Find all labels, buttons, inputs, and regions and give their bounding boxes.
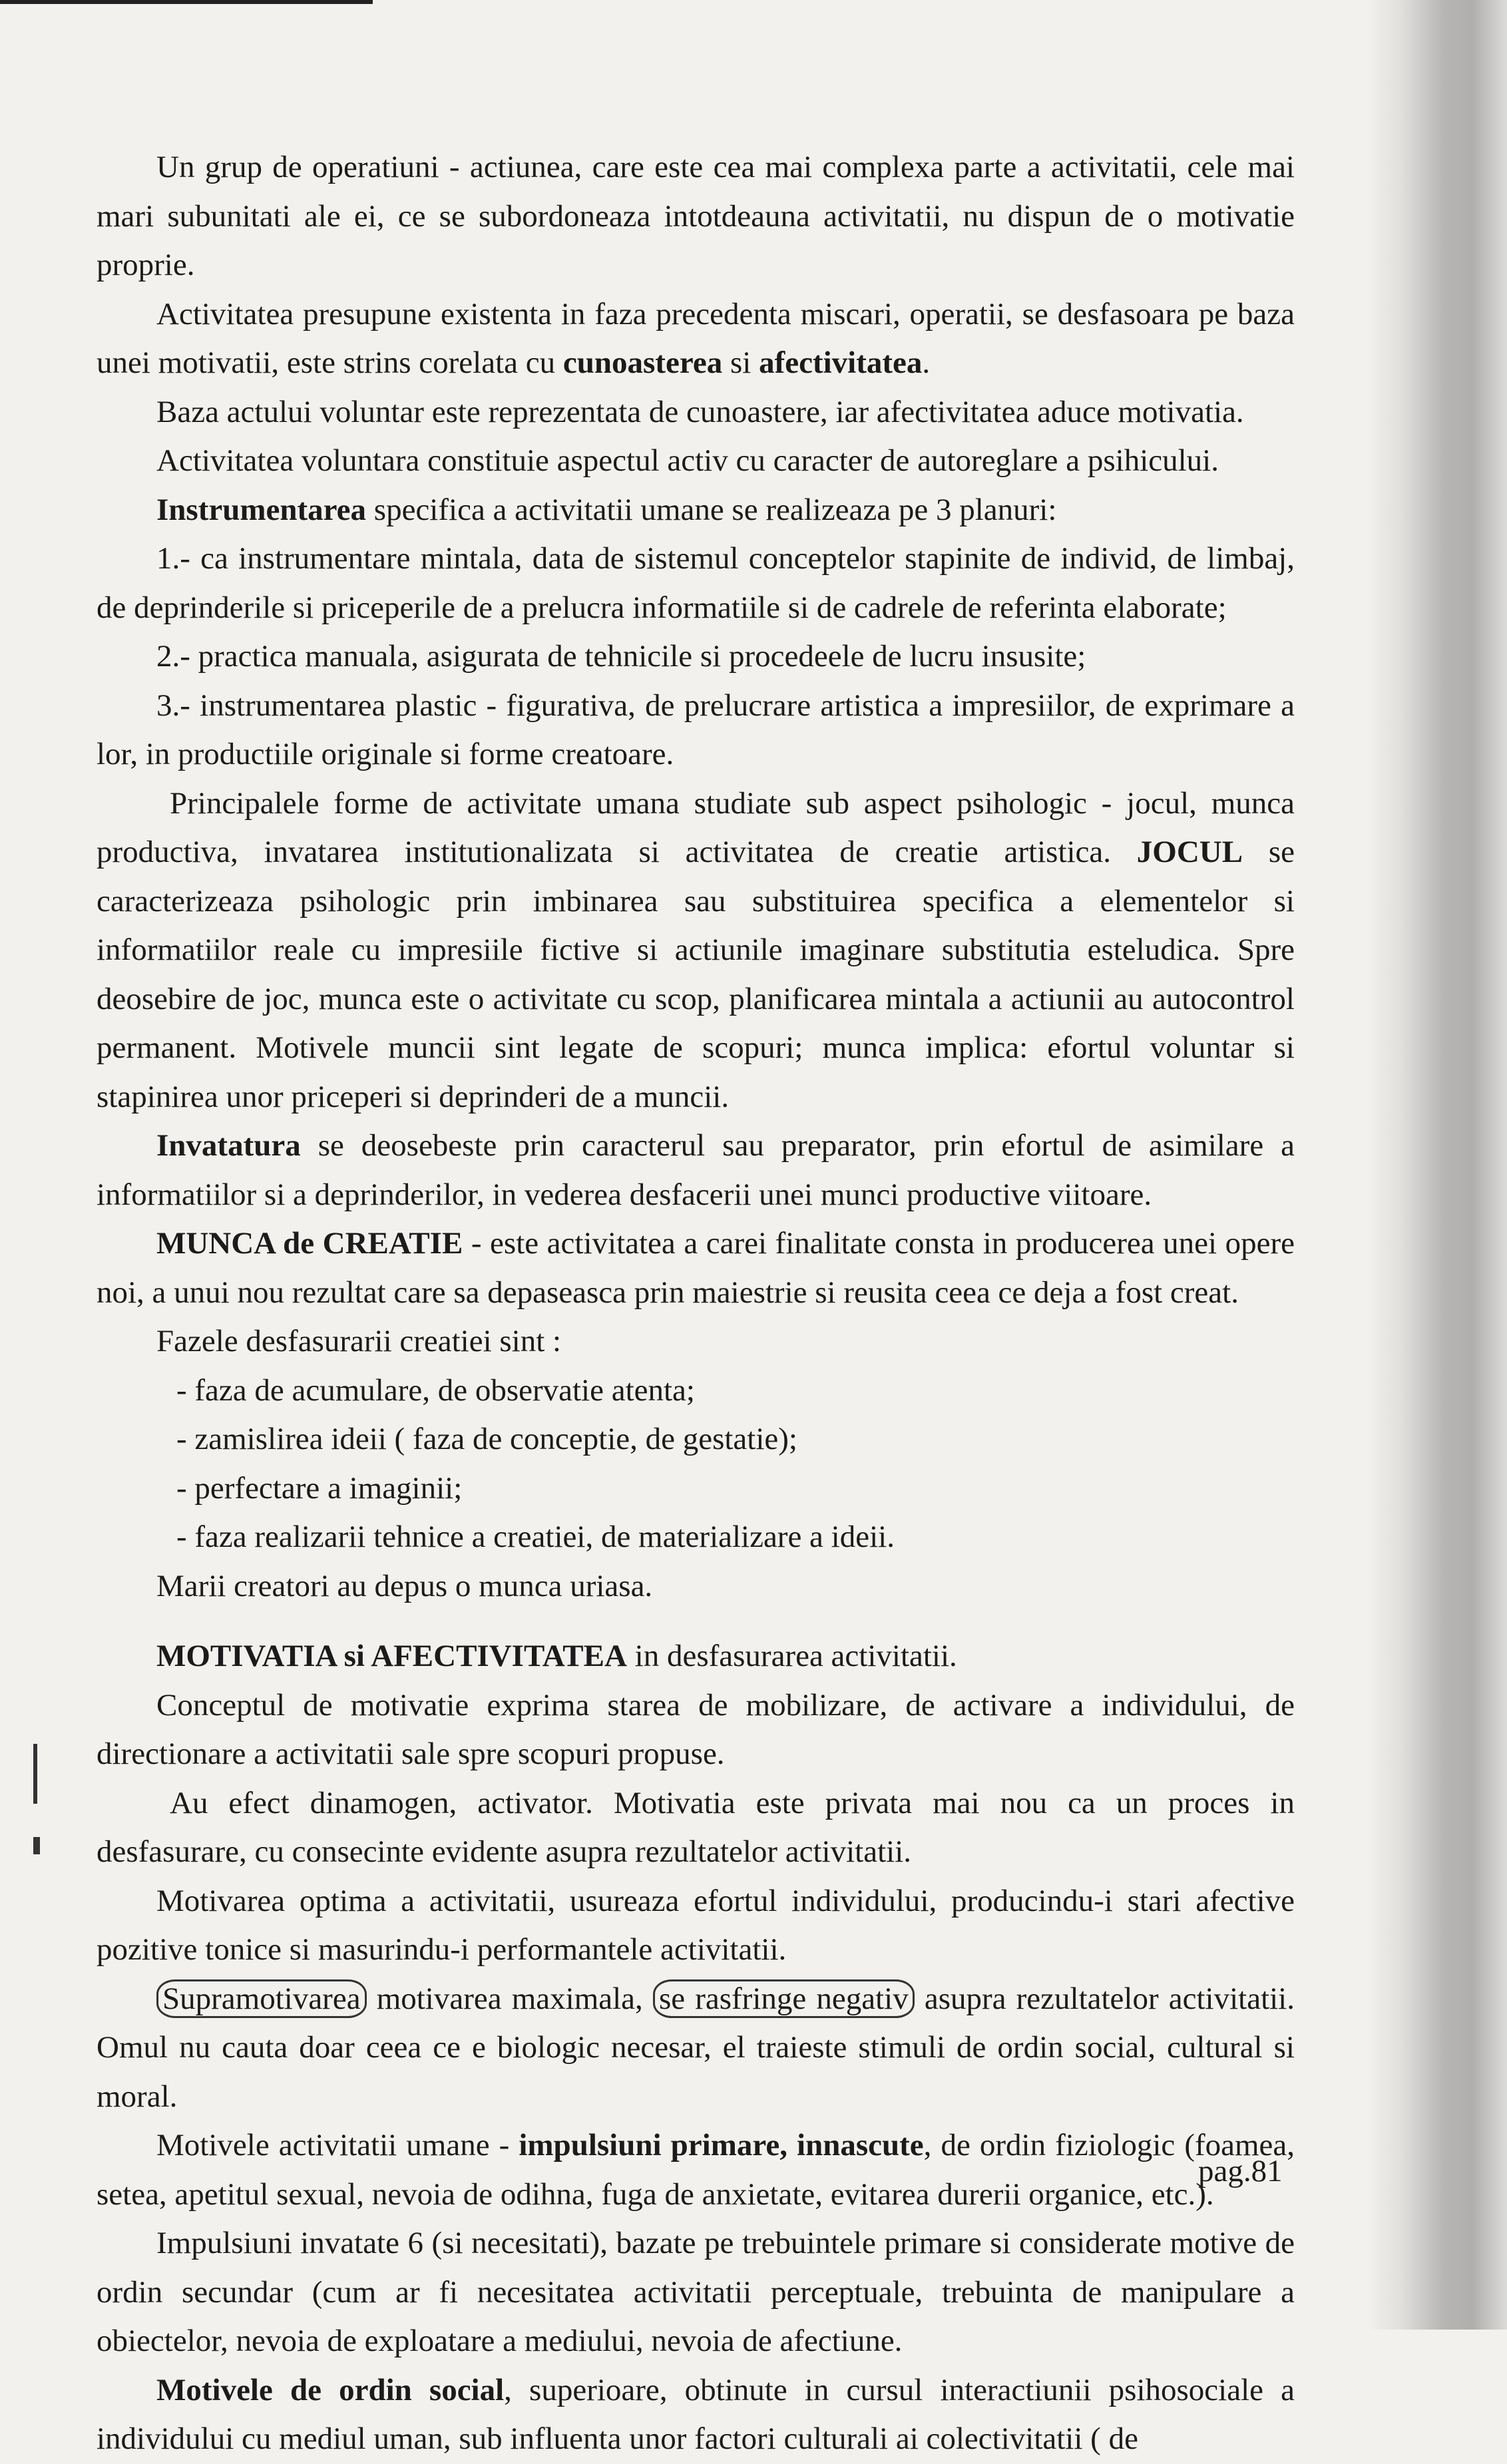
paragraph: [97, 2121, 1295, 2219]
text-run: - perfectare a imaginii;: [176, 1470, 463, 1506]
text-run: - faza realizarii tehnice a creatiei, de materializare a ideii.: [176, 1520, 895, 1554]
circled-annotation: se rasfringe negativ: [653, 1979, 915, 2018]
paragraph: [97, 1513, 1295, 1562]
paragraph: [97, 779, 1295, 1122]
text-run: se caracterizeaza psihologic prin imbinarea sau substituirea specifica a elementelor si informatiilor reale cu impresiile fictive si actiunile imaginare substitutia esteludica. Spre deosebire de joc, munca este o activitate cu scop, planificarea mintala a actiunii au autocontrol permanent. Motivele muncii sint legate de scopuri; munca implica: efortul voluntar si stapinirea unor priceperi si deprinderi de a muncii.: [97, 835, 1295, 1114]
top-rule: [0, 0, 373, 4]
page-body-text: [97, 143, 1295, 2464]
paragraph: [97, 1975, 1295, 2122]
text-run: Marii creatori au depus o munca uriasa.: [156, 1568, 653, 1603]
text-run: Au efect dinamogen, activator. Motivatia este privata mai nou ca un proces in desfasurare, cu consecinte evidente asupra rezultatelor activitatii.: [97, 1785, 1295, 1869]
paragraph: [97, 2366, 1295, 2464]
margin-pencil-mark: [33, 1837, 40, 1854]
paragraph: [97, 1122, 1295, 1219]
paragraph: [97, 437, 1295, 486]
paragraph: [97, 1681, 1295, 1779]
paragraph: [97, 2219, 1295, 2366]
text-run: , superioare, obtinute in cursul interactiunii psihosociale a individului cu mediul uman, sub influenta unor factori culturali ai colectivitatii ( de: [97, 2372, 1295, 2456]
paragraph: [97, 388, 1295, 437]
paragraph: [97, 143, 1295, 290]
paragraph: [97, 1464, 1295, 1514]
text-run: Baza actului voluntar este reprezentata de cunoastere, iar afectivitatea aduce motivatia.: [156, 394, 1244, 429]
margin-pencil-mark: [33, 1744, 37, 1804]
text-run: asupra rezultatelor activitatii. Omul nu cauta doar ceea ce e biologic necesar, el traieste stimuli de ordin social, cultural si moral.: [97, 1981, 1295, 2114]
circled-annotation: Supramotivarea: [156, 1979, 367, 2018]
text-run: 2.- practica manuala, asigurata de tehnicile si procedeele de lucru insusite;: [156, 639, 1086, 674]
paragraph: [97, 290, 1295, 388]
text-run: Conceptul de motivatie exprima starea de mobilizare, de activare a individului, de directionare a activitatii sale spre scopuri propuse.: [97, 1687, 1295, 1771]
text-run: motivarea maximala,: [366, 1981, 653, 2016]
paragraph: [97, 632, 1295, 682]
text-run: specifica a activitatii umane se realizeaza pe 3 planuri:: [366, 492, 1057, 527]
paragraph: [97, 1562, 1295, 1611]
text-run: Activitatea presupune existenta in faza precedenta miscari, operatii, se desfasoara pe baza unei motivatii, este strins corelata cu: [97, 296, 1295, 380]
text-run: Impulsiuni invatate 6 (si necesitati), bazate pe trebuintele primare si considerate motive de ordin secundar (cum ar fi necesitatea activitatii perceptuale, trebuinta de manipulare a obiectelor, nevoia de exploatare a mediului, nevoia de afectiune.: [97, 2226, 1295, 2358]
text-run: - este activitatea a carei finalitate consta in producerea unei opere noi, a unui nou rezultat care sa depaseasca prin maiestrie si reusita ceea ce deja a fost creat.: [97, 1226, 1295, 1310]
text-run: in desfasurarea activitatii.: [626, 1639, 957, 1673]
bold-term: cunoasterea: [562, 345, 723, 380]
bold-term: impulsiuni primare, innascute: [519, 2128, 924, 2162]
bold-term: Invatatura: [156, 1128, 301, 1163]
text-run: si: [722, 345, 759, 380]
bold-term: MUNCA de CREATIE: [156, 1226, 463, 1261]
text-run: 1.- ca instrumentare mintala, data de sistemul conceptelor stapinite de individ, de limbaj, de deprinderile si priceperile de a prelucra informatiile si de cadrele de referinta elaborate;: [97, 541, 1295, 625]
paragraph: [97, 534, 1295, 632]
text-run: , de ordin fiziologic (foamea, setea, apetitul sexual, nevoia de odihna, fuga de anxietate, evitarea durerii organice, etc.).: [97, 2128, 1295, 2212]
paragraph: [97, 682, 1295, 779]
bold-term: Instrumentarea: [156, 492, 367, 527]
bold-term: Motivele de ordin social: [156, 2372, 505, 2407]
text-run: se deosebeste prin caracterul sau preparator, prin efortul de asimilare a informatiilor si a deprinderilor, in vederea desfacerii unei munci productive viitoare.: [97, 1128, 1295, 1212]
paragraph: [97, 1219, 1295, 1317]
bold-term: afectivitatea: [759, 345, 923, 380]
text-run: Principalele forme de activitate umana studiate sub aspect psihologic - jocul, munca productiva, invatarea institutionalizata si activitatea de creatie artistica.: [97, 785, 1295, 869]
text-run: - faza de acumulare, de observatie atenta;: [176, 1372, 695, 1408]
page-number: pag.81: [1198, 2154, 1283, 2188]
text-run: 3.- instrumentarea plastic - figurativa, de prelucrare artistica a impresiilor, de exprimare a lor, in productiile originale si forme creatoare.: [97, 688, 1295, 771]
text-run: Activitatea voluntara constituie aspectul activ cu caracter de autoreglare a psihicului.: [156, 443, 1219, 478]
text-run: Motivele activitatii umane -: [156, 2128, 519, 2162]
text-run: .: [922, 345, 931, 380]
book-spine-shadow: [1367, 0, 1507, 2330]
text-run: Un grup de operatiuni - actiunea, care este cea mai complexa parte a activitatii, cele mai mari subunitati ale ei, ce se subordoneaza intotdeauna activitatii, nu dispun de o motivatie proprie.: [97, 150, 1295, 282]
text-run: Fazele desfasurarii creatiei sint :: [156, 1324, 562, 1358]
text-run: - zamislirea ideii ( faza de conceptie, de gestatie);: [176, 1422, 797, 1456]
paragraph: [97, 1317, 1295, 1366]
bold-term: MOTIVATIA si AFECTIVITATEA: [156, 1639, 627, 1673]
paragraph: [97, 1632, 1295, 1681]
paragraph: [97, 1366, 1295, 1416]
paragraph: [97, 1877, 1295, 1975]
paragraph: [97, 486, 1295, 535]
paragraph: [97, 1779, 1295, 1877]
text-run: Motivarea optima a activitatii, usureaza efortul individului, producindu-i stari afective pozitive tonice si masurindu-i performantele activitatii.: [97, 1883, 1295, 1967]
bold-term: JOCUL: [1136, 835, 1243, 869]
paragraph: [97, 1415, 1295, 1464]
